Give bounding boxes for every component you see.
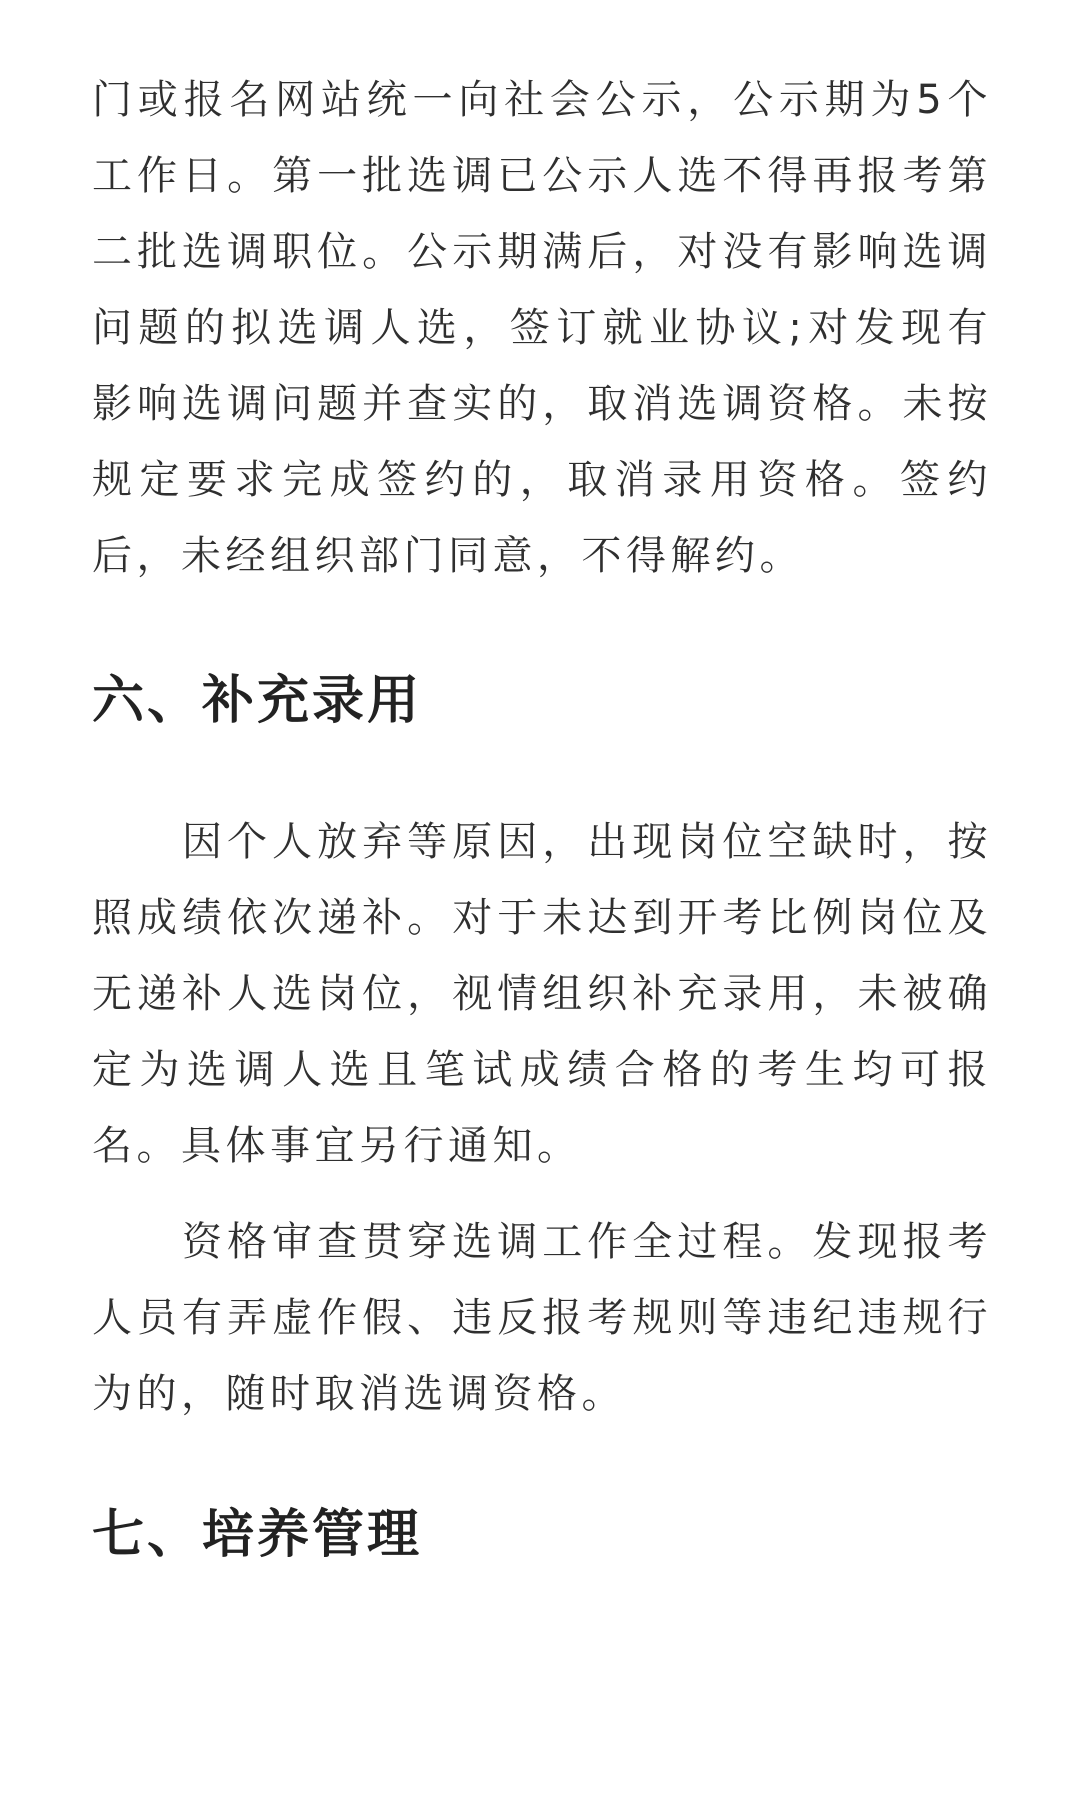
section-heading-supplementary-recruitment: 六、补充录用 — [92, 671, 423, 731]
article-body — [92, 62, 992, 1570]
paragraph-qualification-review: 资格审查贯穿选调工作全过程。发现报考人员有弄虚作假、违反报考规则等违纪违规行为的，随时取消选调资格。 — [92, 1219, 992, 1417]
spacer — [92, 594, 992, 666]
spacer — [92, 736, 992, 804]
paragraph-publicity: 门或报名网站统一向社会公示，公示期为5个工作日。第一批选调已公示人选不得再报考第二批选调职位。公示期满后，对没有影响选调问题的拟选调人选，签订就业协议;对发现有影响选调问题并查实的，取消选调资格。未按规定要求完成签约的，取消录用资格。签约后，未经组织部门同意，不得解约。 — [92, 77, 992, 579]
paragraph-vacancy-filling: 因个人放弃等原因，出现岗位空缺时，按照成绩依次递补。对于未达到开考比例岗位及无递补人选岗位，视情组织补充录用，未被确定为选调人选且笔试成绩合格的考生均可报名。具体事宜另行通知。 — [92, 819, 992, 1169]
spacer — [92, 1432, 992, 1500]
spacer — [92, 1184, 992, 1204]
section-heading-training-management: 七、培养管理 — [92, 1505, 423, 1565]
